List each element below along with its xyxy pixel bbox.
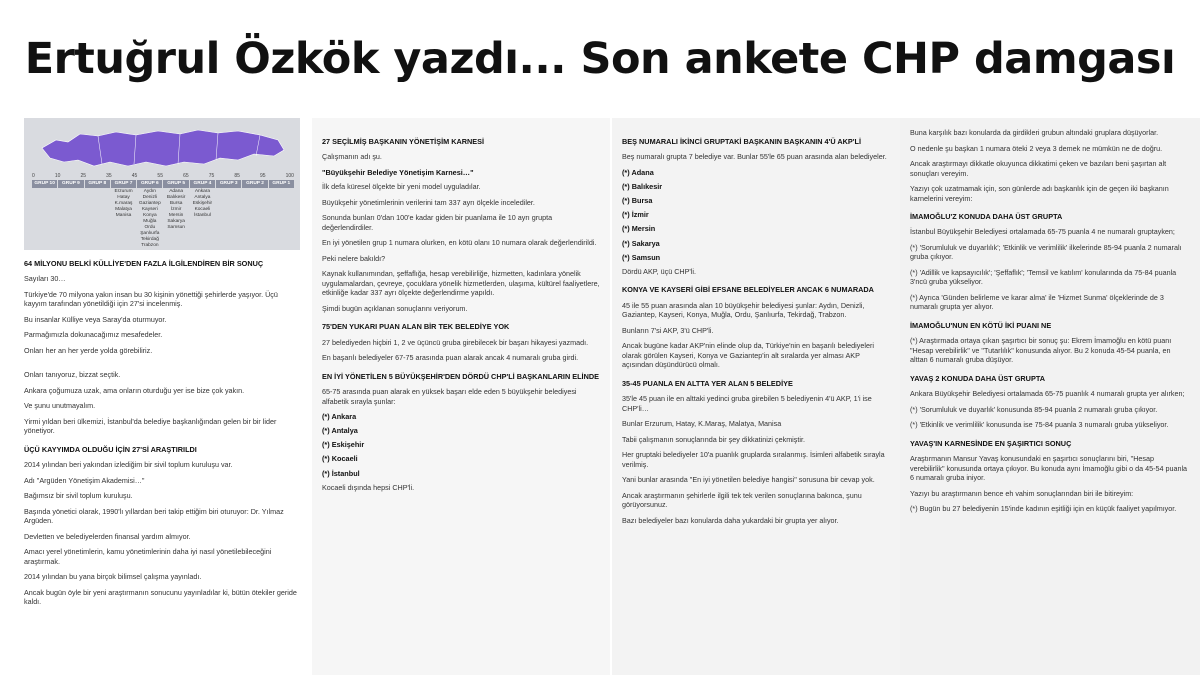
- paragraph: Büyükşehir yönetimlerinin verilerini tam 337 ayrı ölçekle incelediler.: [322, 197, 535, 207]
- paragraph: Yani bunlar arasında "En iyi yönetilen belediye hangisi" sorusuna bir cevap yok.: [622, 475, 875, 485]
- city-group: [85, 189, 110, 249]
- section-heading: 27 SEÇİLMİŞ BAŞKANIN YÖNETİŞİM KARNESİ: [322, 137, 485, 146]
- paragraph: Bunlar Erzurum, Hatay, K.Maraş, Malatya, Manisa: [622, 419, 782, 429]
- paragraph: Ancak bugün öyle bir yeni araştırmanın sonucunu yayınladılar ki, bütün ötekiler geride kaldı.: [24, 587, 297, 607]
- scale-tick: 0: [32, 173, 35, 179]
- paragraph: En iyi yönetilen grup 1 numara olurken, en kötü olanı 10 numara olarak değerlendirildi.: [322, 238, 597, 248]
- headline: Ertuğrul Özkök yazdı... Son ankete CHP damgası: [24, 34, 1176, 84]
- paragraph: Başında yönetici olarak, 1990'lı yıllardan beri takip ettiğim biri oturuyor: Dr. Yılmaz Argüden.: [24, 506, 284, 526]
- paragraph: Ve şunu unutmayalım.: [24, 401, 96, 411]
- scale-tick: 10: [54, 173, 61, 179]
- paragraph: Ancak bugüne kadar AKP'nin elinde olup da, Türkiye'nin en başarılı belediyeleri olarak görülen Kayseri, Konya ve Gaziantep'in alt sıralarda yer alması AKP açısından düşündürücü olmalı.: [622, 341, 874, 370]
- group-bar: [32, 180, 294, 188]
- column-4: [900, 118, 1200, 675]
- scale-tick: 100: [285, 173, 294, 179]
- section-heading: YAVAŞ'IN KARNESİNDE EN ŞAŞIRTICI SONUÇ: [910, 438, 1072, 448]
- paragraph: Parmağımızla dokunacağımız mesafedeler.: [24, 330, 163, 340]
- paragraph: Bunların 7'si AKP, 3'ü CHP'li.: [622, 325, 714, 335]
- paragraph: (*) Araştırmada ortaya çıkan şaşırtıcı bir sonuç şu: Ekrem İmamoğlu en kötü puanı "Hesap verebilirlik" ve "Tutarlılık" konusunda alıyor. Bu 2 konuda 45-54 puanla, en alttan 6 numaralı gruba düşüyor.: [910, 336, 1172, 365]
- paragraph: Peki nelere bakıldı?: [322, 253, 386, 263]
- paragraph: 35'le 45 puan ile en alttaki yedinci gruba girebilen 5 belediyenin 4'ü AKP, 1'i ise CHP'li…: [622, 394, 872, 413]
- paragraph: Beş numaralı grupta 7 belediye var. Bunlar 55'le 65 puan arasında alan belediyeler.: [622, 152, 887, 162]
- paragraph: En başarılı belediyeler 67-75 arasında puan alarak ancak 4 numaralı gruba girdi.: [322, 353, 579, 363]
- score-scale: [32, 173, 294, 179]
- scale-tick: 75: [208, 173, 215, 179]
- paragraph: İlk defa küresel ölçekte bir yeni model uyguladılar.: [322, 182, 481, 192]
- paragraph: (*) 'Etkinlik ve verimlilik' konusunda ise 75-84 puanla 3 numaralı gruba yükseliyor.: [910, 420, 1169, 430]
- paragraph: O nedenle şu başkan 1 numara öteki 2 veya 3 demek ne mümkün ne de doğru.: [910, 143, 1163, 153]
- paragraph: Onları her an her yerde yolda görebiliriz.: [24, 345, 153, 355]
- bold-line: (*) Balıkesir: [622, 182, 663, 192]
- paragraph: Buna karşılık bazı konularda da girdikleri grubun altındaki gruplara düşüyorlar.: [910, 128, 1159, 137]
- scale-tick: 55: [157, 173, 163, 179]
- paragraph: Ancak araştırmayı dikkatle okuyunca dikkatimi çeken ve bazıları beni şaşırtan alt sonuçları vereyim.: [910, 159, 1167, 178]
- paragraph: 45 ile 55 puan arasında alan 10 büyükşehir belediyesi şunlar: Aydın, Denizli, Gaziantep, Kayseri, Konya, Muğla, Ordu, Şanlıurfa, Tekirdağ, Trabzon.: [622, 300, 865, 320]
- paragraph: (*) Bugün bu 27 belediyenin 15'inde kadının eşitliği için en küçük faaliyet yapılmıyor.: [910, 504, 1177, 514]
- city-group: [269, 189, 294, 249]
- paragraph: Kocaeli dışında hepsi CHP'li.: [322, 482, 415, 492]
- spacer: [24, 361, 300, 370]
- paragraph: Ankara Büyükşehir Belediyesi ortalamada 65-75 puanlık 4 numaralı grupta yer alırken;: [910, 389, 1185, 399]
- group-label: GRUP 5: [163, 180, 188, 188]
- scale-tick: 45: [131, 173, 138, 179]
- section-heading: EN İYİ YÖNETİLEN 5 BÜYÜKŞEHİR'DEN DÖRDÜ CHP'Lİ BAŞKANLARIN ELİNDE: [322, 371, 599, 381]
- section-heading: 75'DEN YUKARI PUAN ALAN BİR TEK BELEDİYE YOK: [322, 322, 510, 332]
- paragraph: Kaynak kullanımından, şeffaflığa, hesap verebilirliğe, hizmetten, kadınlara yönelik uygulamalardan, çevreye, çocuklara yönelik hizmetlerden, ulaşıma, kültürel faaliyetlere, etkinliğe kadar 337 ayrı ölçekte değerlendirme yapıldı.: [322, 269, 600, 298]
- section-heading: BEŞ NUMARALI İKİNCİ GRUPTAKİ BAŞKANIN BAŞKANIN 4'Ü AKP'Lİ: [622, 137, 862, 146]
- paragraph: Bazı belediyeler bazı konularda daha yukardaki bir grupta yer alıyor.: [622, 515, 839, 525]
- group-label: GRUP 8: [85, 180, 110, 188]
- paragraph: (*) 'Sorumluluk ve duyarlılık'; 'Etkinlik ve verimlilik' ilkelerinde 85-94 puanla 2 numaralı gruba çıkıyor.: [910, 242, 1182, 262]
- section-heading: YAVAŞ 2 KONUDA DAHA ÜST GRUPTA: [910, 373, 1046, 383]
- group-label: GRUP 7: [111, 180, 136, 188]
- scale-tick: 95: [259, 173, 266, 179]
- scale-tick: 35: [106, 173, 112, 179]
- paragraph: İstanbul Büyükşehir Belediyesi ortalamada 65-75 puanla 4 ne numaralı gruptayken;: [910, 227, 1175, 237]
- bold-line: "Büyükşehir Belediye Yönetişim Karnesi…": [322, 167, 474, 177]
- section-heading: 35-45 PUANLA EN ALTTA YER ALAN 5 BELEDİYE: [622, 378, 793, 388]
- group-label: GRUP 10: [32, 180, 57, 188]
- scale-tick: 25: [80, 173, 87, 179]
- section-heading: ÜÇÜ KAYYIMDA OLDUĞU İÇİN 27'Sİ ARAŞTIRILDI: [24, 444, 197, 454]
- bold-line: (*) Eskişehir: [322, 440, 365, 450]
- paragraph: Türkiye'de 70 milyona yakın insan bu 30 kişinin yönettiği şehirlerde yaşıyor. Üçü kayyım tarafından yönetildiği için 27'si incelenmiş.: [24, 289, 278, 309]
- section-heading: 64 MİLYONU BELKİ KÜLLİYE'DEN FAZLA İLGİLENDİREN BİR SONUÇ: [24, 259, 264, 268]
- paragraph: Sayıları 30…: [24, 274, 66, 284]
- bold-line: (*) Sakarya: [622, 238, 660, 248]
- paragraph: Yazıyı bu araştırmanın bence eh vahim sonuçlarından biri ile bitireyim:: [910, 488, 1134, 498]
- turkey-map-icon: [38, 126, 288, 172]
- paragraph: 27 belediyeden hiçbiri 1, 2 ve üçüncü gruba girebilecek bir başarı hikayesi yazmadı.: [322, 337, 589, 347]
- group-label: GRUP 4: [190, 180, 215, 188]
- paragraph: Sonunda bunları 0'dan 100'e kadar giden bir puanlama ile 10 ayrı grupta değerlendirdiler.: [322, 213, 553, 232]
- paragraph: Yirmi yıldan beri ülkemizi, İstanbul'da belediye başkanlığından gelen bir bir lider yönetiyor.: [24, 416, 277, 436]
- paragraph: Şimdi bugün açıklanan sonuçlarını veriyorum.: [322, 303, 468, 313]
- group-label: GRUP 3: [216, 180, 241, 188]
- paragraph: Adı "Argüden Yönetişim Akademisi…": [24, 475, 145, 485]
- city-group: Erzurum Hatay K.maraş Malatya Manisa: [114, 189, 133, 218]
- scale-tick: 85: [234, 173, 240, 179]
- paragraph: Amacı yerel yönetimlerin, kamu yönetimlerinin daha iyi nasıl yönetilebileceğini araştırmak.: [24, 547, 272, 566]
- column-3: [612, 118, 902, 675]
- city-group-lists: [32, 189, 294, 249]
- bold-line: (*) Antalya: [322, 426, 358, 436]
- paragraph: 2014 yılından beri yakından izlediğim bir sivil toplum kuruluşu var.: [24, 460, 233, 470]
- paragraph: Yazıyı çok uzatmamak için, son günlerde adı başkanlık için de geçen iki başkanın karnelerini vereyim:: [910, 184, 1169, 203]
- column-1: [22, 118, 302, 675]
- bold-line: (*) Adana: [622, 167, 654, 177]
- bold-line: (*) İstanbul: [322, 468, 360, 478]
- city-group: [58, 189, 83, 249]
- paragraph: Onları tanıyoruz, bizzat seçtik.: [24, 370, 121, 380]
- paragraph: Araştırmanın Mansur Yavaş konusundaki en şaşırtıcı sonuçlarını biri, "Hesap verebilirlik" konusunda ortaya çıkıyor. Bu konuda aynı İmamoğlu gibi o da 45-54 puanla 6 numaralı gruba iniyor.: [910, 454, 1188, 483]
- group-label: GRUP 6: [137, 180, 162, 188]
- paragraph: 65-75 arasında puan alarak en yüksek başarı elde eden 5 büyükşehir belediyesi alfabetik sırayla şunlar:: [322, 387, 577, 406]
- paragraph: Ankara çoğumuza uzak, ama onların oturduğu yer ise bize çok yakın.: [24, 385, 245, 395]
- group-label: GRUP 1: [269, 180, 294, 188]
- bold-line: (*) Bursa: [622, 196, 653, 206]
- bold-line: (*) Samsun: [622, 252, 661, 262]
- paragraph: (*) 'Sorumluluk ve duyarlık' konusunda 85-94 puanla 2 numaralı gruba çıkıyor.: [910, 404, 1158, 414]
- city-group: Ankara Antalya Eskişehir Kocaeli İstanbul: [192, 189, 213, 218]
- bold-line: (*) Ankara: [322, 412, 357, 422]
- city-group: [216, 189, 241, 249]
- paragraph: Çalışmanın adı şu.: [322, 152, 382, 162]
- scale-tick: 65: [183, 173, 189, 179]
- paragraph: Her gruptaki belediyeler 10'a puanlık gruplarda sıralanmış. İsimleri alfabetik sırayla verilmiş.: [622, 450, 885, 469]
- bold-line: (*) Mersin: [622, 224, 656, 234]
- paragraph: Bu insanlar Külliye veya Saray'da oturmuyor.: [24, 314, 167, 324]
- paragraph: Dördü AKP, üçü CHP'li.: [622, 266, 696, 276]
- column-2: [312, 118, 610, 675]
- bold-line: (*) Kocaeli: [322, 454, 358, 464]
- paragraph: Ancak araştırmanın şehirlerle ilgili tek tek verilen sonuçlarına bakınca, şunu görüyorsunuz.: [622, 490, 862, 510]
- paragraph: (*) Ayrıca 'Günden belirleme ve karar alma' ile 'Hizmet Sunma' ölçeklerinde de 3 numaralı grupta yer alıyor.: [910, 292, 1164, 312]
- paragraph: Bağımsız bir sivil toplum kuruluşu.: [24, 491, 133, 501]
- group-label: GRUP 2: [242, 180, 267, 188]
- paragraph: Devletten ve belediyelerden finansal yardım almıyor.: [24, 531, 191, 541]
- turkey-map-chart: [24, 118, 300, 250]
- city-group: [242, 189, 267, 249]
- section-heading: İMAMOĞLU'Z KONUDA DAHA ÜST GRUPTA: [910, 212, 1063, 221]
- group-label: GRUP 9: [58, 180, 83, 188]
- paragraph: (*) 'Adillik ve kapsayıcılık'; 'Şeffaflık'; 'Temsil ve katılım' konularında da 75-84 puanla 3'ncü gruba yükseliyor.: [910, 267, 1177, 287]
- section-heading: KONYA VE KAYSERİ GİBİ EFSANE BELEDİYELER ANCAK 6 NUMARADA: [622, 285, 874, 295]
- bold-line: (*) İzmir: [622, 210, 649, 220]
- paragraph: 2014 yılından bu yana birçok bilimsel çalışma yayınladı.: [24, 572, 202, 582]
- city-group: [32, 189, 57, 249]
- section-heading: İMAMOĞLU'NUN EN KÖTÜ İKİ PUANI NE: [910, 320, 1052, 330]
- paragraph: Tabii çalışmanın sonuçlarında bir şey dikkatinizi çekmiştir.: [622, 434, 805, 444]
- city-group: Aydın Denizli Gaziantep Kayseri Konya Muğla Ordu Şanlıurfa Tekirdağ Trabzon: [138, 189, 161, 248]
- city-group: Adana Balıkesir Bursa İzmir Mersin Sakarya Samsun: [166, 189, 186, 230]
